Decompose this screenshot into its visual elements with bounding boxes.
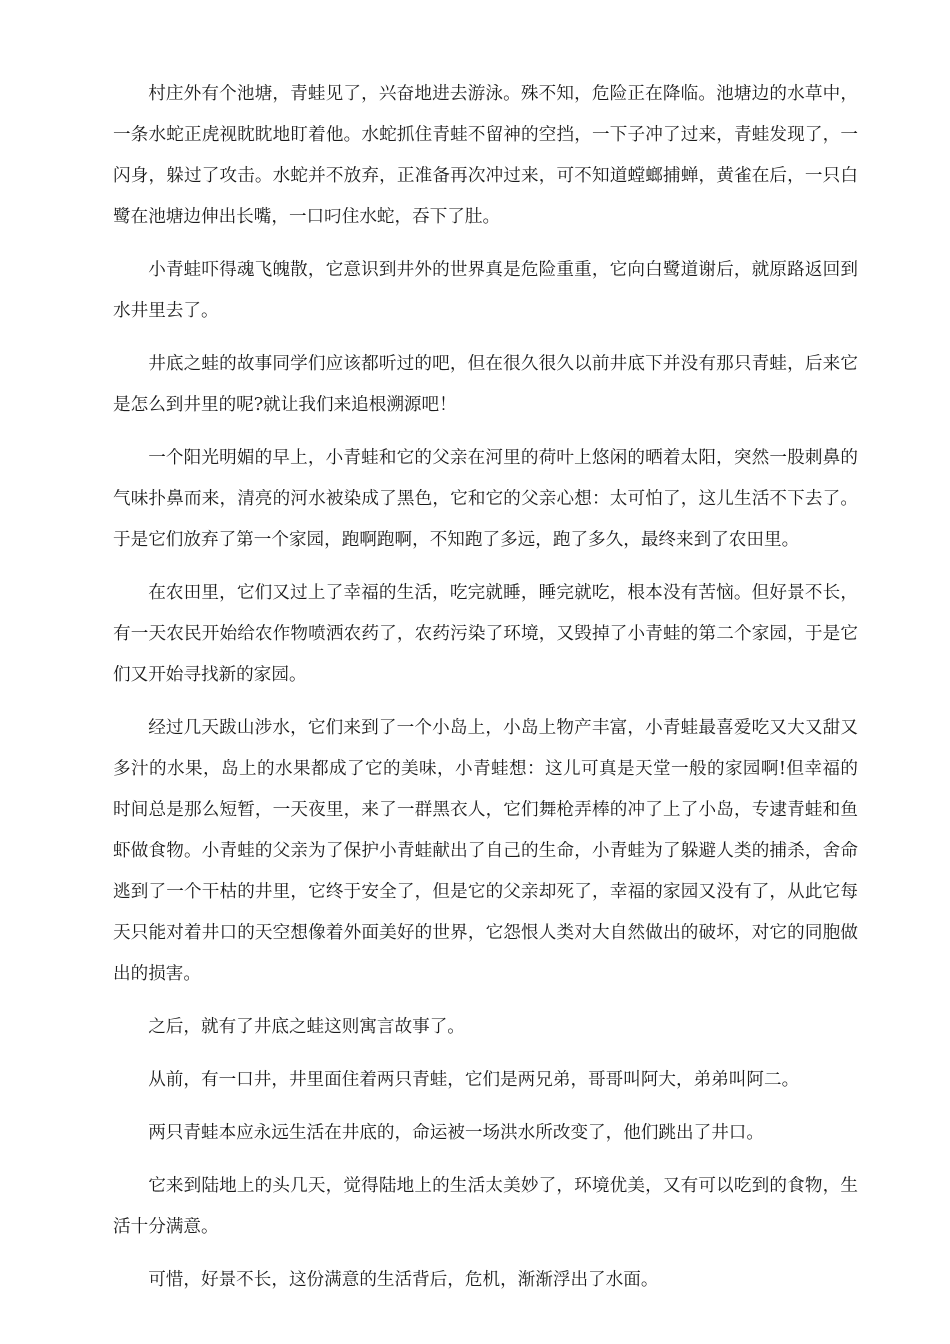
paragraph-11: 可惜，好景不长，这份满意的生活背后，危机，渐渐浮出了水面。 — [148, 1270, 659, 1290]
paragraph-4: 一个阳光明媚的早上，小青蛙和它的父亲在河里的荷叶上悠闲的晒着太阳，突然一股刺鼻的气味扑鼻而来，清亮的河水被染成了黑色，它和它的父亲心想：太可怕了，这儿生活不下去了。于是它们放弃了第一个家园，跑啊跑啊，不知跑了多远，跑了多久，最终来到了农田里。 — [113, 448, 858, 550]
paragraph-1: 村庄外有个池塘，青蛙见了，兴奋地进去游泳。殊不知，危险正在降临。池塘边的水草中，一条水蛇正虎视眈眈地盯着他。水蛇抓住青蛙不留神的空挡，一下子冲了过来，青蛙发现了，一闪身，躲过了攻击。水蛇并不放弃，正准备再次冲过来，可不知道螳螂捕蝉，黄雀在后，一只白鹭在池塘边伸出长嘴，一口叼住水蛇，吞下了肚。 — [113, 84, 858, 227]
paragraph-8: 从前，有一口井，井里面住着两只青蛙，它们是两兄弟，哥哥叫阿大，弟弟叫阿二。 — [148, 1070, 800, 1090]
paragraph-6: 经过几天跋山涉水，它们来到了一个小岛上，小岛上物产丰富，小青蛙最喜爱吃又大又甜又多汁的水果，岛上的水果都成了它的美味，小青蛙想：这儿可真是天堂一般的家园啊!但幸福的时间总是那么短暂，一天夜里，来了一群黑衣人，它们舞枪弄棒的冲了上了小岛，专逮青蛙和鱼虾做食物。小青蛙的父亲为了保护小青蛙献出了自己的生命，小青蛙为了躲避人类的捕杀，舍命逃到了一个干枯的井里，它终于安全了，但是它的父亲却死了，幸福的家园又没有了，从此它每天只能对着井口的天空想像着外面美好的世界，它怨恨人类对大自然做出的破坏，对它的同胞做出的损害。 — [113, 718, 858, 984]
paragraph-2: 小青蛙吓得魂飞魄散，它意识到井外的世界真是危险重重，它向白鹭道谢后，就原路返回到水井里去了。 — [113, 260, 858, 321]
paragraph-5: 在农田里，它们又过上了幸福的生活，吃完就睡，睡完就吃，根本没有苦恼。但好景不长，有一天农民开始给农作物喷洒农药了，农药污染了环境，又毁掉了小青蛙的第二个家园，于是它们又开始寻找新的家园。 — [113, 583, 858, 685]
document-body — [113, 74, 858, 1313]
paragraph-9: 两只青蛙本应永远生活在井底的，命运被一场洪水所改变了，他们跳出了井口。 — [148, 1123, 764, 1143]
paragraph-7: 之后，就有了井底之蛙这则寓言故事了。 — [148, 1017, 465, 1037]
paragraph-3: 井底之蛙的故事同学们应该都听过的吧，但在很久很久以前井底下并没有那只青蛙，后来它是怎么到井里的呢?就让我们来追根溯源吧！ — [113, 354, 858, 415]
paragraph-10: 它来到陆地上的头几天，觉得陆地上的生活太美妙了，环境优美，又有可以吃到的食物，生活十分满意。 — [113, 1176, 858, 1237]
